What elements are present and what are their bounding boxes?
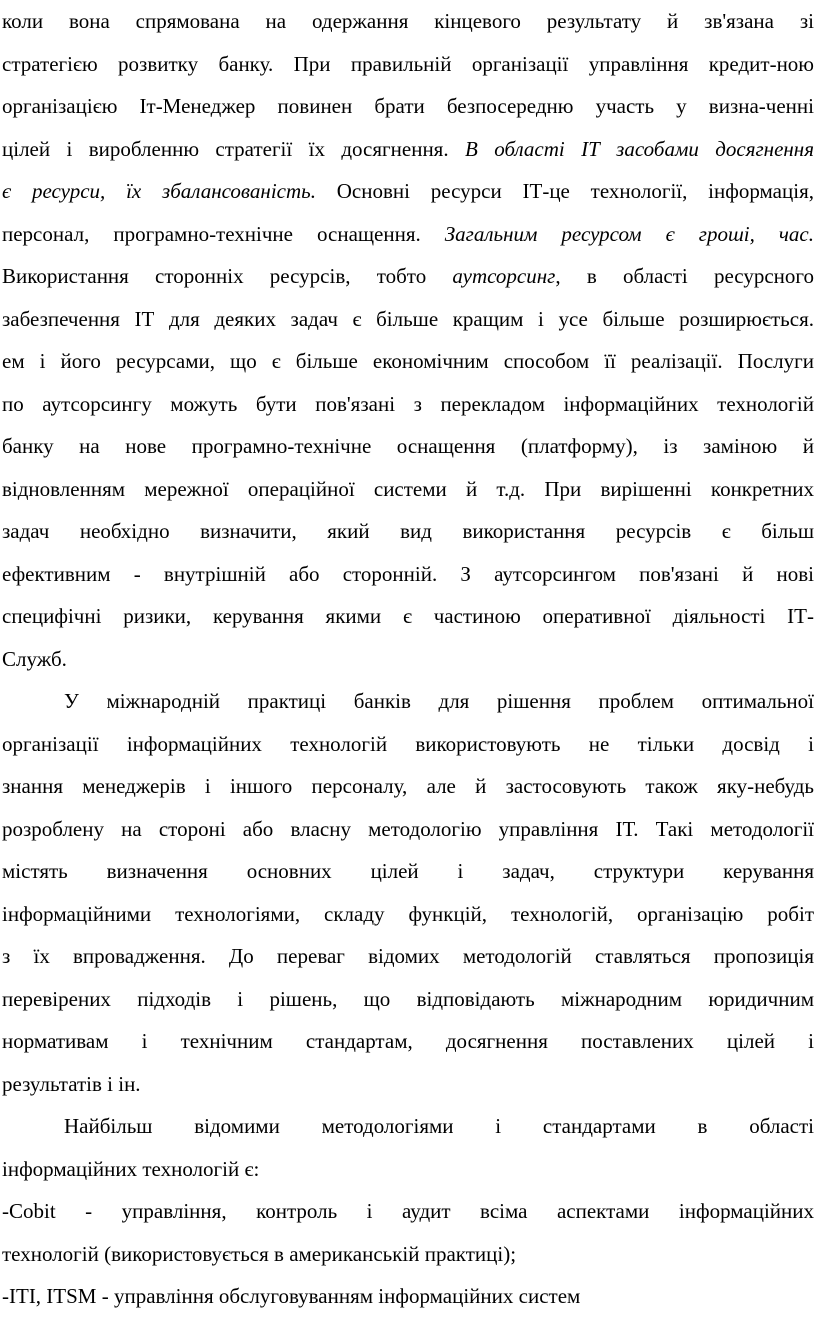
text-segment: інформаційних технологій є: [2,1156,260,1181]
text-line [2,340,814,383]
text-line [2,1063,814,1106]
text-segment: , в області ресурсного [555,264,814,288]
text-line [2,425,814,468]
text-line [2,893,814,936]
text-segment: інформаційними технологіями, складу функцій, технологій, організацію робіт [2,901,814,926]
text-line [2,0,814,43]
text-line [2,808,814,851]
text-segment: результатів і ін. [2,1071,141,1096]
text-segment: Основні ресурси ІТ-це технології, інформація, [315,179,814,203]
text-line [64,1105,814,1148]
text-segment: задач необхідно визначити, який вид використання ресурсів є більш [2,519,814,543]
text-segment: цілей і виробленню стратегії їх досягнення. [2,136,465,161]
text-segment: стратегією розвитку банку. При правильній організації управління кредит-ною [2,51,814,76]
text-segment: -ITI, ITSM - управління обслуговуванням інформаційних систем [2,1284,581,1308]
text-line [2,1233,814,1276]
text-segment: банку на нове програмно-технічне оснащення (платформу), із заміною й [2,434,814,458]
text-segment: Служб. [2,646,67,671]
italic-segment: аутсорсинг [452,264,556,288]
text-line [2,298,814,341]
italic-segment: Загальним ресурсом є гроші, час. [444,221,814,246]
text-segment: ем і його ресурсами, що є більше економічним способом її реалізації. Послуги [2,349,814,373]
text-line [2,935,814,978]
text-segment: Використання сторонніх ресурсів, тобто [2,264,453,288]
text-segment: персонал, програмно-технічне оснащення. [2,221,445,246]
text-segment: організацією Іт-Менеджер повинен брати безпосередню участь у визна-ченні [2,94,814,118]
text-line [2,383,814,426]
text-line [2,723,814,766]
text-line [2,43,814,86]
italic-segment: є ресурси, їх збалансованість. [2,179,316,203]
text-line [2,1020,814,1063]
text-line [2,1275,814,1318]
text-line [2,85,814,128]
text-segment: коли вона спрямована на одержання кінцевого результату й зв'язана зі [2,9,814,33]
text-segment: організації інформаційних технологій використовують не тільки досвід і [2,731,814,756]
text-line [2,128,814,171]
italic-segment: В області ІТ засобами досягнення [465,136,814,161]
text-segment: ефективним - внутрішній або сторонній. З аутсорсингом пов'язані й нові [2,561,814,586]
text-line [2,765,814,808]
text-segment: відновленням мережної операційної системи й т.д. При вирішенні конкретних [2,476,814,501]
text-line [2,1148,814,1191]
text-segment: по аутсорсингу можуть бути пов'язані з перекладом інформаційних технологій [2,391,814,416]
text-segment: перевірених підходів і рішень, що відповідають міжнародним юридичним [2,986,814,1011]
text-line [2,978,814,1021]
text-segment: забезпечення ІТ для деяких задач є більше кращим і усе більше розширюється. [2,306,814,331]
text-line [2,638,814,681]
text-segment: знання менеджерів і іншого персоналу, але й застосовують також яку-небудь [2,774,814,798]
text-line [2,510,814,553]
text-line [2,170,814,213]
text-segment: розроблену на стороні або власну методологію управління ІТ. Такі методології [2,816,814,841]
text-line [2,595,814,638]
text-line [2,468,814,511]
text-line [2,255,814,298]
text-segment: -Cobit - управління, контроль і аудит всіма аспектами інформаційних [2,1199,814,1223]
text-segment: технологій (використовується в американській практиці); [2,1241,517,1266]
text-segment: нормативам і технічним стандартам, досягнення поставлених цілей і [2,1029,814,1053]
text-line [2,213,814,256]
text-segment: містять визначення основних цілей і задач, структури керування [2,859,814,883]
text-line [2,1190,814,1233]
text-segment: з їх впровадження. До переваг відомих методологій ставляться пропозиція [2,944,814,968]
text-line [64,680,814,723]
text-line [2,850,814,893]
text-line [2,553,814,596]
text-segment: У міжнародній практиці банків для рішення проблем оптимальної [64,689,814,713]
text-segment: Найбільш відомими методологіями і стандартами в області [64,1114,814,1138]
text-segment: специфічні ризики, керування якими є частиною оперативної діяльності ІТ- [2,604,814,628]
